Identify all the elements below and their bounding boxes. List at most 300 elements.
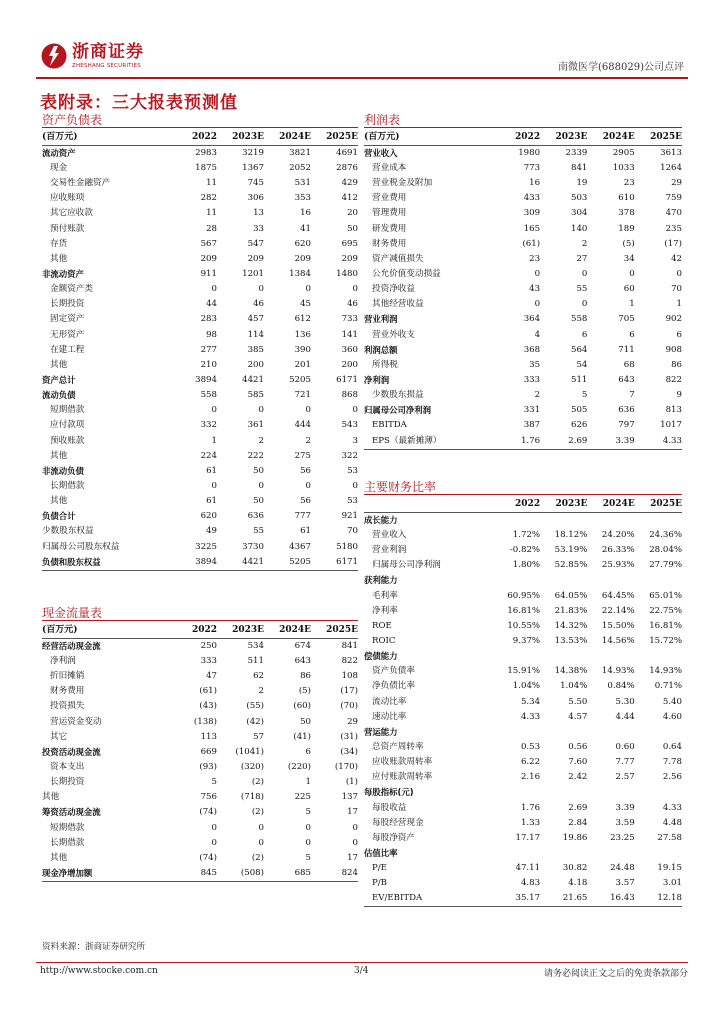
row-value: 60 — [623, 284, 635, 295]
row-label: 资本支出 — [50, 762, 85, 773]
row-value: 29 — [347, 716, 358, 727]
table-row — [364, 695, 682, 710]
row-value: 14.93% — [601, 666, 635, 677]
row-value: 28 — [206, 223, 217, 234]
cash-flow-table — [42, 623, 358, 882]
table-row — [364, 801, 682, 816]
row-value: 412 — [341, 193, 358, 204]
row-label: 折旧摊销 — [50, 671, 85, 682]
row-value: 511 — [570, 375, 588, 386]
row-label: 管理费用 — [372, 208, 407, 219]
table-row — [42, 403, 358, 418]
row-value: 41 — [300, 223, 311, 234]
row-label: 现金净增加额 — [42, 866, 170, 882]
row-value: 16 — [529, 178, 541, 189]
table-row — [364, 831, 682, 846]
row-value: 2 — [305, 435, 311, 446]
row-value: (34) — [340, 746, 358, 757]
row-value: 626 — [570, 420, 588, 431]
row-value: 141 — [341, 329, 358, 340]
row-value: 2 — [581, 238, 588, 249]
row-value: (1) — [345, 777, 358, 788]
table-row — [42, 669, 358, 684]
row-value: 7.78 — [662, 757, 682, 768]
row-value: (31) — [340, 731, 358, 742]
row-value: 304 — [570, 208, 588, 219]
row-value: 0 — [534, 269, 541, 280]
row-label: 营业利润 — [372, 545, 407, 556]
row-value: 11 — [206, 208, 217, 219]
row-label: 财务费用 — [372, 238, 407, 249]
table-row — [364, 206, 682, 221]
row-value — [635, 725, 682, 740]
row-value: 210 — [200, 359, 217, 370]
row-value: 0 — [305, 284, 311, 295]
row-value — [635, 513, 682, 529]
page-number: 3/4 — [354, 966, 369, 976]
row-value: 2 — [534, 390, 541, 401]
row-value: 1201 — [242, 269, 264, 280]
row-value: 11 — [206, 178, 217, 189]
table-row — [42, 654, 358, 669]
row-label: 应付款项 — [50, 420, 85, 431]
year-header: 2023E — [217, 623, 264, 639]
row-value: 13.53% — [554, 636, 588, 647]
row-value: 6 — [629, 329, 635, 340]
row-value: 27.79% — [649, 560, 682, 571]
table-row — [42, 176, 358, 191]
row-value: 822 — [665, 375, 682, 386]
table-row — [364, 664, 682, 679]
table-row — [42, 699, 358, 714]
row-value: 17 — [347, 807, 358, 818]
row-value: 4421 — [242, 375, 264, 386]
row-value: 189 — [618, 223, 635, 234]
row-value: 921 — [341, 511, 358, 522]
row-label: 其它应收款 — [50, 208, 93, 219]
row-label: 短期借款 — [50, 822, 85, 833]
row-value: 1 — [676, 299, 682, 310]
row-value: (74) — [199, 852, 217, 863]
table-row — [364, 373, 682, 388]
ratios-rule — [364, 494, 682, 495]
table-row — [364, 222, 682, 237]
row-value: 0 — [534, 299, 541, 310]
row-value: 53.19% — [554, 545, 588, 556]
row-value: 711 — [618, 344, 635, 355]
row-value: 61 — [206, 465, 217, 476]
row-label: 其他 — [50, 450, 68, 461]
row-value: 21.83% — [554, 605, 588, 616]
table-row — [364, 328, 682, 343]
income-statement-table — [364, 130, 682, 450]
table-row — [42, 191, 358, 206]
row-value: 721 — [294, 390, 311, 401]
row-value: 5 — [305, 807, 311, 818]
footer-divider — [36, 962, 688, 963]
row-value: 5.40 — [662, 696, 682, 707]
row-label: 短期借款 — [50, 405, 85, 416]
row-label: 无形资产 — [50, 329, 85, 340]
row-value: 695 — [341, 238, 358, 249]
ratios-title: 主要财务比率 — [364, 480, 437, 494]
row-label: 资产减值损失 — [372, 253, 424, 264]
row-value: 64.05% — [554, 590, 588, 601]
row-label: 长期投资 — [50, 777, 85, 788]
year-header: 2024E — [264, 130, 311, 146]
row-label: ROIC — [372, 636, 396, 647]
row-value: 547 — [247, 238, 264, 249]
row-value: 5 — [305, 852, 311, 863]
table-row — [42, 760, 358, 775]
brand-name-en: ZHESHANG SECURITIES — [72, 63, 141, 69]
row-value: 0 — [258, 405, 264, 416]
row-value: 2.84 — [568, 817, 588, 828]
row-value: 9 — [676, 390, 682, 401]
table-row — [364, 403, 682, 418]
ratios-table — [364, 497, 682, 907]
page-header — [36, 40, 688, 76]
row-value: 1.33 — [520, 817, 541, 828]
row-value: 0 — [581, 269, 588, 280]
row-value: 773 — [523, 163, 541, 174]
row-value: (41) — [293, 731, 311, 742]
unit-label: (百万元) — [42, 623, 170, 639]
row-value: 0 — [352, 822, 358, 833]
row-value: 68 — [623, 359, 635, 370]
row-value: 902 — [665, 314, 682, 325]
row-value: 6 — [581, 329, 588, 340]
row-value: 200 — [341, 359, 358, 370]
row-value: 643 — [294, 656, 311, 667]
row-value: 275 — [294, 450, 311, 461]
row-value: 824 — [311, 866, 358, 882]
row-label: 估值比率 — [364, 848, 398, 859]
row-value: 137 — [341, 792, 358, 803]
row-value: (508) — [217, 866, 264, 882]
row-value: 61 — [206, 496, 217, 507]
row-value: 620 — [294, 238, 311, 249]
row-label: 归属母公司净利润 — [364, 405, 431, 416]
table-row — [42, 388, 358, 403]
row-value: 4.44 — [615, 711, 635, 722]
row-value: 868 — [341, 390, 358, 401]
row-value: 14.32% — [554, 620, 588, 631]
row-value: 46 — [253, 299, 264, 310]
row-value: 277 — [200, 344, 217, 355]
row-value: 333 — [200, 656, 217, 667]
table-row — [364, 528, 682, 543]
table-row — [364, 846, 682, 861]
row-value: 114 — [247, 329, 264, 340]
row-value: 225 — [294, 792, 311, 803]
row-value: 47 — [206, 671, 217, 682]
row-label: 获利能力 — [364, 575, 398, 586]
row-label: 净利润 — [364, 375, 390, 386]
row-value: 0 — [211, 837, 217, 848]
row-value: 733 — [341, 314, 358, 325]
row-label: 负债合计 — [42, 511, 76, 522]
row-value: 26.33% — [601, 545, 635, 556]
row-value: 0 — [258, 837, 264, 848]
row-label: 预付账款 — [50, 223, 85, 234]
row-value: 2052 — [289, 163, 311, 174]
row-value: 17.17 — [515, 832, 541, 843]
table-row — [364, 237, 682, 252]
table-row — [364, 861, 682, 876]
row-value: 0 — [305, 405, 311, 416]
row-value: 56 — [300, 496, 311, 507]
row-value: 841 — [570, 163, 588, 174]
row-value: 669 — [200, 746, 217, 757]
table-row — [364, 634, 682, 649]
row-value: 0 — [352, 481, 358, 492]
table-row — [364, 679, 682, 694]
row-label: 营业外收支 — [372, 329, 415, 340]
row-label: 营运能力 — [364, 726, 398, 737]
row-value: 61 — [300, 526, 311, 537]
table-row — [364, 589, 682, 604]
row-label: 现金 — [50, 163, 68, 174]
table-row — [42, 639, 358, 655]
table-row — [364, 573, 682, 588]
row-value: (55) — [246, 701, 264, 712]
row-value: 1.72% — [512, 530, 541, 541]
row-value: (74) — [199, 807, 217, 818]
row-value: 505 — [570, 405, 588, 416]
row-value: 50 — [253, 496, 264, 507]
row-value: 0.84% — [607, 681, 635, 692]
row-value: 0 — [581, 299, 588, 310]
row-value: 4.18 — [568, 878, 588, 889]
row-value: 0.60 — [615, 742, 635, 753]
row-value: 15.72% — [649, 636, 682, 647]
row-value: 222 — [247, 450, 264, 461]
row-value: 5.34 — [520, 696, 541, 707]
row-value: (320) — [240, 762, 264, 773]
row-value: 636 — [247, 511, 264, 522]
row-value: 0 — [305, 481, 311, 492]
table-row — [364, 161, 682, 176]
footer-url-link[interactable]: http://www.stocke.com.cn — [40, 966, 158, 976]
brand-logo — [40, 42, 144, 76]
row-label: 财务费用 — [50, 686, 85, 697]
row-label: 偿债能力 — [364, 651, 398, 662]
row-value: 364 — [523, 314, 541, 325]
table-row — [42, 684, 358, 699]
row-value: (220) — [287, 762, 311, 773]
table-row — [364, 267, 682, 282]
row-value: 7 — [629, 390, 635, 401]
row-label: 应收账项 — [50, 193, 85, 204]
row-value: 14.56% — [601, 636, 635, 647]
table-row — [364, 388, 682, 403]
table-row — [364, 619, 682, 634]
row-value: 4.83 — [520, 878, 541, 889]
row-label: 流动资产 — [42, 148, 76, 158]
row-value: 283 — [200, 314, 217, 325]
cash-flow-rule — [42, 620, 358, 621]
row-value: 797 — [618, 420, 635, 431]
row-value: (5) — [298, 686, 311, 697]
row-label: 每股指标(元) — [364, 787, 414, 798]
table-row — [364, 176, 682, 191]
row-value: 17 — [347, 852, 358, 863]
row-value: 200 — [247, 359, 264, 370]
row-value: 353 — [294, 193, 311, 204]
row-label: 投资活动现金流 — [42, 746, 101, 757]
row-value: 1 — [305, 777, 311, 788]
row-value — [493, 649, 540, 664]
row-value: 22.75% — [649, 605, 682, 616]
income-statement-rule — [364, 127, 682, 128]
row-label: 流动负债 — [42, 390, 76, 401]
row-label: 每股收益 — [372, 802, 407, 813]
row-value: 35.17 — [493, 891, 540, 907]
row-value: 6 — [305, 746, 311, 757]
row-value: 54 — [576, 359, 588, 370]
table-row — [364, 434, 682, 450]
table-row — [42, 494, 358, 509]
row-value: 0.56 — [568, 742, 588, 753]
row-value: 45 — [300, 299, 311, 310]
row-value: 361 — [247, 420, 264, 431]
row-value — [540, 846, 587, 861]
row-value: 5180 — [336, 541, 358, 552]
row-value: 1 — [211, 435, 217, 446]
table-row — [42, 206, 358, 221]
row-value: 378 — [618, 208, 635, 219]
row-value: 209 — [341, 253, 358, 264]
row-value: 0 — [211, 284, 217, 295]
row-value: 44 — [206, 299, 217, 310]
table-row — [42, 866, 358, 882]
row-label: 所得税 — [372, 359, 398, 370]
row-value: 47.11 — [515, 863, 541, 874]
row-value: 0.53 — [520, 742, 541, 753]
footer-disclaimer: 请务必阅读正文之后的免责条款部分 — [543, 969, 688, 979]
row-label: 负债和股东权益 — [42, 555, 170, 571]
balance-sheet-title: 资产负债表 — [42, 113, 103, 127]
row-value: 165 — [523, 223, 541, 234]
table-row — [364, 755, 682, 770]
row-value: 23 — [529, 253, 541, 264]
table-row — [42, 836, 358, 851]
row-label: 资产总计 — [42, 375, 76, 386]
table-row — [42, 267, 358, 282]
row-label: 固定资产 — [50, 314, 85, 325]
row-label: 每股经营现金 — [372, 817, 424, 828]
row-value — [493, 725, 540, 740]
row-value: 0 — [211, 822, 217, 833]
row-value: 5.30 — [615, 696, 635, 707]
row-label: EPS（最新摊薄） — [364, 434, 493, 450]
table-row — [364, 558, 682, 573]
table-row — [42, 790, 358, 805]
row-label: 其他 — [50, 253, 68, 264]
year-header: 2022 — [170, 623, 217, 639]
row-value: 86 — [300, 671, 311, 682]
row-value: 29 — [671, 178, 682, 189]
row-value — [587, 785, 634, 800]
row-value: 2.69 — [568, 802, 588, 813]
table-row — [364, 649, 682, 664]
row-value: 60.95% — [507, 590, 541, 601]
row-label: EBITDA — [372, 420, 407, 431]
row-value: 224 — [200, 450, 217, 461]
row-value: 6171 — [311, 555, 358, 571]
row-value: 14.38% — [554, 666, 588, 677]
row-label: EV/EBITDA — [364, 891, 493, 907]
table-row — [42, 775, 358, 790]
row-value: 908 — [665, 344, 682, 355]
row-value: 70 — [347, 526, 358, 537]
year-header: 2023E — [540, 130, 587, 146]
row-value — [587, 725, 634, 740]
table-row — [42, 297, 358, 312]
row-value: 282 — [200, 193, 217, 204]
row-value: 2 — [258, 435, 264, 446]
row-value: 4.60 — [662, 711, 682, 722]
row-value: 457 — [247, 314, 264, 325]
balance-sheet-table — [42, 130, 358, 571]
table-row — [364, 770, 682, 785]
row-value: 841 — [341, 641, 358, 651]
row-value: 4.48 — [662, 817, 682, 828]
row-value: 0 — [352, 405, 358, 416]
row-value — [635, 846, 682, 861]
row-value: 470 — [665, 208, 682, 219]
row-label: 在建工程 — [50, 344, 85, 355]
row-label: 速动比率 — [372, 711, 407, 722]
row-value: 53 — [347, 496, 358, 507]
year-header: 2023E — [540, 497, 587, 513]
row-value: 822 — [341, 656, 358, 667]
row-value: 643 — [618, 375, 635, 386]
row-value: 636 — [618, 405, 635, 416]
year-header: 2023E — [217, 130, 264, 146]
row-value: 57 — [253, 731, 264, 742]
row-value: 16 — [300, 208, 311, 219]
row-value: 444 — [294, 420, 311, 431]
row-label: 营业收入 — [364, 148, 398, 158]
row-value: 3894 — [170, 555, 217, 571]
row-label: 交易性金融资产 — [50, 178, 111, 189]
row-value: (70) — [340, 701, 358, 712]
year-header: 2022 — [170, 130, 217, 146]
table-row — [42, 312, 358, 327]
row-value: 2983 — [195, 148, 217, 158]
row-value: 0 — [352, 284, 358, 295]
row-label: 总资产周转率 — [372, 742, 424, 753]
row-value: 567 — [200, 238, 217, 249]
row-value: 1.04% — [560, 681, 588, 692]
row-value: (43) — [199, 701, 217, 712]
row-value: 306 — [247, 193, 264, 204]
row-value: 42 — [671, 253, 682, 264]
table-row — [364, 710, 682, 725]
row-value: 2.57 — [615, 772, 635, 783]
row-value: 745 — [247, 178, 264, 189]
row-label: 营业费用 — [372, 193, 407, 204]
row-value: 4.33 — [635, 434, 682, 450]
table-row — [42, 745, 358, 760]
row-value — [587, 573, 634, 588]
row-value — [635, 785, 682, 800]
row-value: (2) — [251, 852, 264, 863]
row-value: 4367 — [289, 541, 311, 552]
row-value: 543 — [341, 420, 358, 431]
